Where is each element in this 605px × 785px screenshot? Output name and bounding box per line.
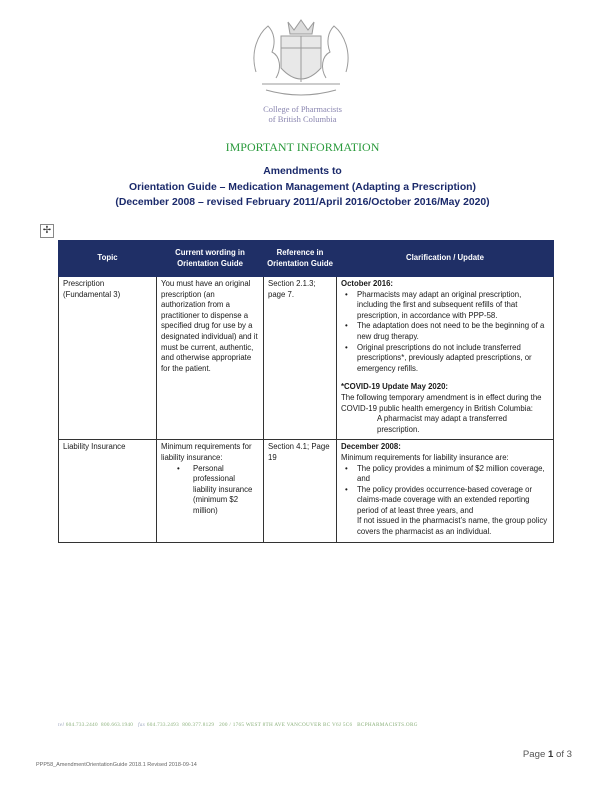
page-number — [500, 749, 572, 760]
college-crest-logo — [236, 12, 366, 102]
table-header-row — [59, 241, 554, 277]
row2-update-heading: December 2008: — [341, 442, 401, 452]
covid-update-heading: *COVID-19 Update May 2020: — [341, 382, 449, 392]
footer-website: BCPHARMACISTS.ORG — [357, 722, 418, 728]
fax-label: fax — [137, 722, 146, 728]
footer-address: 200 / 1765 WEST 8TH AVE VANCOUVER BC V6J 5C6 — [219, 722, 353, 728]
document-filename: PPP58_AmendmentOrientationGuide 2018.1 Revised 2018-09-14 — [36, 762, 197, 768]
row2-wording — [157, 440, 264, 542]
page-current: 1 — [547, 749, 554, 760]
row2-update — [337, 440, 554, 542]
row2-topic: Liability Insurance — [59, 440, 157, 542]
amendments-table — [58, 240, 554, 543]
row1-wording: You must have an original prescription (an authorization from a practitioner to dispense a specified drug for use by a designated individual) and it must be current, authentic, and otherwise appropriate for the patient. — [157, 277, 264, 440]
col-header-wording: Current wording in Orientation Guide — [157, 241, 264, 277]
covid-update-text: The following temporary amendment is in effect during the COVID-19 public health emergency in British Columbia: — [341, 392, 542, 413]
org-name-line2: of British Columbia — [268, 114, 337, 124]
page-total: of 3 — [555, 749, 572, 760]
covid-update-indent: A pharmacist may adapt a transferred prescription. — [377, 414, 508, 434]
footer-contact — [58, 722, 558, 728]
important-title: IMPORTANT INFORMATION — [225, 140, 380, 154]
list-item: • Original prescriptions do not include transferred prescriptions*, previously adapted prescriptions, or emergency refills. — [357, 343, 549, 375]
heading-line1: Amendments to — [263, 166, 342, 177]
heading-line2: Orientation Guide – Medication Management (Adapting a Prescription) — [129, 182, 476, 193]
col-header-update: Clarification / Update — [337, 241, 554, 277]
row1-topic: Prescription (Fundamental 3) — [59, 277, 157, 440]
table-row — [59, 277, 554, 440]
row1-reference: Section 2.1.3; page 7. — [264, 277, 337, 440]
tel-label: tel — [58, 722, 65, 728]
row1-update — [337, 277, 554, 440]
row2-reference: Section 4.1; Page 19 — [264, 440, 337, 542]
list-item: • Pharmacists may adapt an original prescription, including the first and subsequent refills of that prescription, in accordance with PPP-58. — [357, 290, 549, 322]
tollfree-number-1: 800.663.1940 — [101, 722, 134, 728]
col-header-reference: Reference in Orientation Guide — [264, 241, 337, 277]
org-name-line1: College of Pharmacists — [263, 104, 342, 114]
tel-number: 604.733.2440 — [65, 722, 98, 728]
list-item: • The policy provides occurrence-based coverage or claims-made coverage with an extended reporting period of at least three years, and — [357, 485, 549, 517]
col-header-topic: Topic — [59, 241, 157, 277]
list-item: • The adaptation does not need to be the beginning of a new drug therapy. — [357, 321, 549, 342]
heading-line3: (December 2008 – revised February 2011/April 2016/October 2016/May 2020) — [115, 197, 490, 208]
list-item: • Personal professional liability insurance (minimum $2 million) — [183, 464, 259, 517]
tollfree-number-2: 800.377.8129 — [182, 722, 215, 728]
row2-wording-text: Minimum requirements for liability insurance: — [161, 442, 252, 462]
table-row — [59, 440, 554, 542]
row1-update-heading: October 2016: — [341, 279, 394, 288]
page-label: Page — [522, 749, 546, 760]
table-move-handle-icon[interactable]: ✢ — [40, 224, 54, 238]
row2-update-tail: If not issued in the pharmacist’s name, the group policy covers the pharmacist as an individual. — [357, 516, 548, 537]
row2-update-text: Minimum requirements for liability insurance are: — [341, 452, 509, 462]
fax-number: 604.733.2493 — [146, 722, 179, 728]
list-item: • The policy provides a minimum of $2 million coverage, and — [357, 464, 549, 485]
